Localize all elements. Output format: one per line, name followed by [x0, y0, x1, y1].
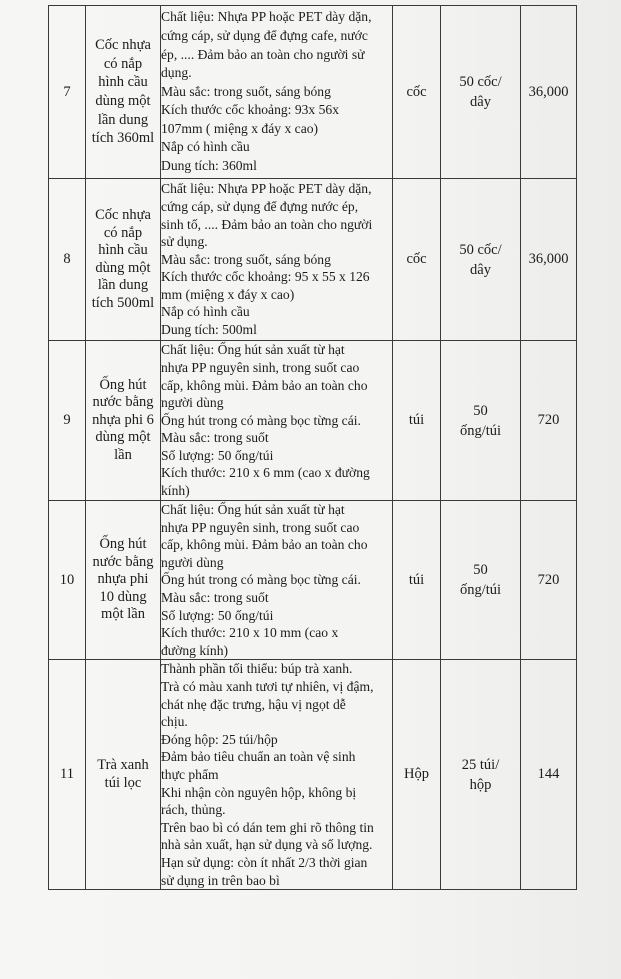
spec-line: Kích thước: 210 x 6 mm (cao x đường	[161, 465, 370, 481]
spec-line: sử dụng.	[161, 234, 208, 250]
item-name-line: hình cầu	[98, 74, 148, 91]
quantity-cell: 36,000	[521, 6, 577, 179]
quantity-cell: 36,000	[521, 179, 577, 341]
spec-line: Đóng hộp: 25 túi/hộp	[161, 731, 278, 747]
unit-cell: cốc	[393, 179, 441, 341]
packaging-cell	[441, 341, 521, 501]
item-number-cell: 7	[49, 6, 86, 179]
item-spec-cell	[161, 341, 393, 501]
quantity-cell: 720	[521, 501, 577, 660]
item-name-cell	[86, 179, 161, 341]
spec-line: Ống hút trong có màng bọc từng cái.	[161, 572, 361, 588]
spec-line: Chất liệu: Nhựa PP hoặc PET dày dặn,	[161, 181, 372, 197]
table-row	[49, 6, 577, 179]
item-name-line: lần dung	[97, 277, 149, 293]
spec-line: Chất liệu: Ống hút sản xuất từ hạt	[161, 342, 345, 358]
unit-cell: túi	[393, 501, 441, 660]
item-number-cell: 9	[49, 341, 86, 501]
spec-line: người dùng	[161, 554, 224, 570]
table-row	[49, 501, 577, 660]
packaging-cell	[441, 660, 521, 890]
spec-line: ép, .... Đảm bảo an toàn cho người sử	[161, 46, 365, 62]
item-spec-cell	[161, 501, 393, 660]
spec-line: đường kính)	[161, 642, 229, 658]
item-name-line: Ống hút	[99, 536, 147, 553]
item-name-line: một lần	[101, 606, 145, 623]
spec-line: Dung tích: 360ml	[161, 158, 257, 174]
spec-line: mm (miệng x đáy x cao)	[161, 286, 295, 302]
spec-line: Khi nhận còn nguyên hộp, không bị	[161, 784, 357, 800]
item-name-line: nước bằng	[92, 553, 154, 570]
spec-line: Chất liệu: Nhựa PP hoặc PET dày dặn,	[161, 9, 372, 25]
spec-line: cấp, không mùi. Đảm bảo an toàn cho	[161, 537, 368, 553]
spec-line: Dung tích: 500ml	[161, 322, 257, 338]
unit-cell: cốc	[393, 6, 441, 179]
packaging-line: 50 cốc/	[459, 74, 502, 90]
unit-cell: Hộp	[393, 660, 441, 890]
spec-line: nhựa PP nguyên sinh, trong suốt cao	[161, 519, 360, 535]
item-name-line: tích 500ml	[91, 294, 155, 311]
item-name-cell	[86, 660, 161, 890]
spec-line: Số lượng: 50 ống/túi	[161, 447, 274, 463]
item-name-line: dùng một	[95, 93, 151, 109]
spec-line: Kích thước: 210 x 10 mm (cao x	[161, 625, 339, 641]
packaging-line: dây	[470, 261, 491, 278]
spec-line: Kích thước cốc khoảng: 95 x 55 x 126	[161, 269, 370, 285]
spec-line: Chất liệu: Ống hút sản xuất từ hạt	[161, 502, 345, 517]
spec-line: Đảm bảo tiêu chuẩn an toàn vệ sinh	[161, 749, 356, 765]
item-name-line: 10 dùng	[99, 588, 147, 605]
spec-line: rách, thủng.	[161, 802, 226, 818]
table-row	[49, 341, 577, 501]
spec-line: dụng.	[161, 65, 192, 81]
item-name-line: lần dung	[97, 111, 149, 128]
item-name-cell	[86, 501, 161, 660]
packaging-cell	[441, 6, 521, 179]
item-name-line: dùng một	[95, 259, 151, 276]
spec-line: kính)	[161, 483, 190, 499]
item-name-line: Ống hút	[99, 376, 147, 393]
spec-line: Ống hút trong có màng bọc từng cái.	[161, 412, 361, 428]
item-name-line: nhựa phi 6	[92, 411, 154, 428]
packaging-line: dây	[470, 94, 491, 110]
item-name-cell	[86, 6, 161, 179]
spec-line: 107mm ( miệng x đáy x cao)	[161, 120, 319, 136]
spec-line: thực phẩm	[161, 767, 219, 783]
item-name-cell	[86, 341, 161, 501]
item-name-line: Cốc nhựa	[95, 37, 151, 54]
item-name-line: lần	[114, 446, 132, 463]
unit-cell: túi	[393, 341, 441, 501]
packaging-line: 50 cốc/	[459, 241, 502, 258]
item-spec-cell	[161, 179, 393, 341]
item-name-line: có nắp	[103, 224, 143, 241]
spec-line: người dùng	[161, 395, 224, 411]
spec-line: cứng cáp, sử dụng để đựng cafe, nước	[161, 27, 368, 43]
spec-line: nhựa PP nguyên sinh, trong suốt cao	[161, 359, 360, 375]
item-spec-cell	[161, 660, 393, 890]
spec-line: Màu sắc: trong suốt, sáng bóng	[161, 83, 331, 99]
packaging-line: hộp	[469, 776, 492, 793]
item-name-line: có nắp	[103, 55, 143, 72]
table-row	[49, 660, 577, 890]
spec-line: Màu sắc: trong suốt, sáng bóng	[161, 251, 331, 267]
spec-line: Trên bao bì có dán tem ghi rõ thông tin	[161, 819, 374, 835]
item-name-line: Cốc nhựa	[95, 207, 151, 223]
item-number-cell: 11	[49, 660, 86, 890]
item-name-line: nhựa phi	[97, 571, 149, 588]
item-name-line: túi lọc	[104, 774, 142, 791]
table-row	[49, 179, 577, 341]
item-name-line: Trà xanh	[97, 757, 149, 774]
packaging-line: 25 túi/	[461, 756, 500, 773]
spec-line: sinh tố, .... Đảm bảo an toàn cho người	[161, 216, 373, 232]
quantity-cell: 144	[521, 660, 577, 890]
spec-line: Màu sắc: trong suốt	[161, 589, 269, 605]
item-name-line: dùng một	[95, 429, 151, 446]
item-name-line: nước bằng	[92, 394, 154, 411]
packaging-line: 50	[473, 562, 488, 579]
spec-line: Nắp có hình cầu	[161, 304, 250, 320]
spec-line: sử dụng in trên bao bì	[161, 872, 280, 888]
spec-line: cứng cáp, sử dụng để đựng nước ép,	[161, 198, 359, 214]
spec-line: cấp, không mùi. Đảm bảo an toàn cho	[161, 377, 368, 393]
spec-line: Số lượng: 50 ống/túi	[161, 607, 274, 623]
spec-line: Nắp có hình cầu	[161, 139, 250, 155]
packaging-cell	[441, 501, 521, 660]
item-number-cell: 10	[49, 501, 86, 660]
product-spec-table	[48, 5, 577, 890]
packaging-line: 50	[473, 402, 488, 419]
spec-line: Màu sắc: trong suốt	[161, 430, 269, 446]
spec-line: Trà có màu xanh tươi tự nhiên, vị đậm,	[161, 679, 374, 695]
spec-line: Hạn sử dụng: còn ít nhất 2/3 thời gian	[161, 855, 368, 871]
packaging-line: ống/túi	[459, 422, 502, 439]
item-number-cell: 8	[49, 179, 86, 341]
spec-line: Kích thước cốc khoảng: 93x 56x	[161, 102, 340, 118]
item-spec-cell	[161, 6, 393, 179]
packaging-cell	[441, 179, 521, 341]
spec-line: Thành phần tối thiểu: búp trà xanh.	[161, 661, 353, 677]
spec-line: chát nhẹ đặc trưng, hậu vị ngọt dễ	[161, 696, 346, 712]
spec-line: chịu.	[161, 714, 188, 730]
table-body	[49, 6, 577, 890]
item-name-line: hình cầu	[98, 242, 148, 258]
quantity-cell: 720	[521, 341, 577, 501]
packaging-line: ống/túi	[459, 582, 502, 599]
spec-line: nhà sản xuất, hạn sử dụng và số lượng.	[161, 837, 373, 853]
item-name-line: tích 360ml	[91, 130, 155, 147]
